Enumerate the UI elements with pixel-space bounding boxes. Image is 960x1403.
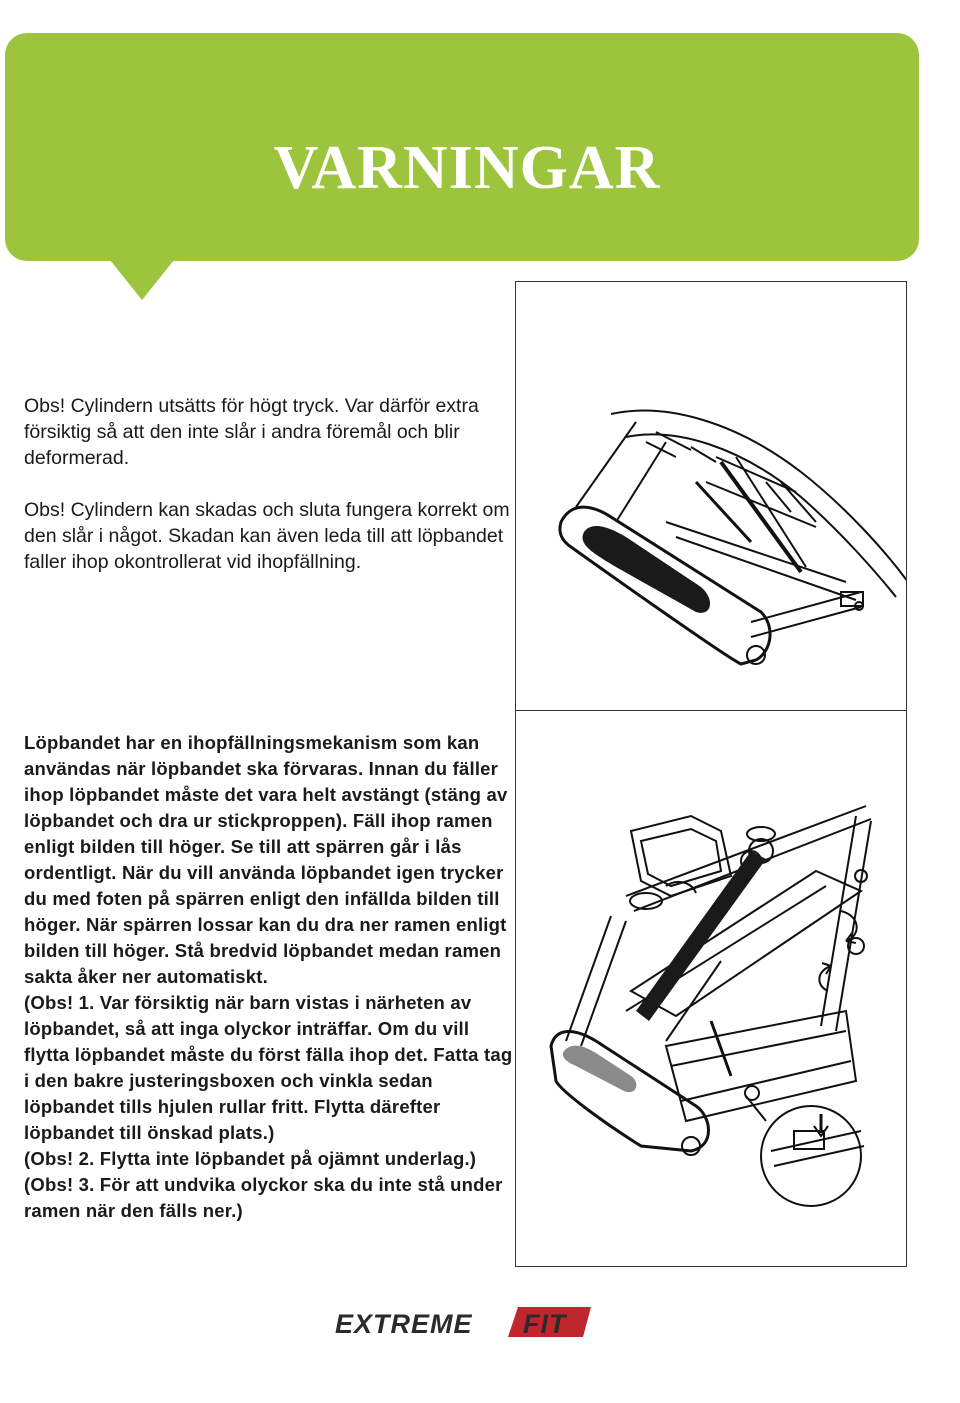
extremefit-logo: [333, 1303, 593, 1343]
cylinder-warnings: [24, 393, 514, 601]
folding-note-2: (Obs! 2. Flytta inte löpbandet på ojämnt underlag.): [24, 1148, 477, 1169]
page-title: VARNINGAR: [273, 134, 661, 202]
logo-text-fit: FIT: [523, 1309, 567, 1339]
folding-main-text: Löpbandet har en ihopfällningsmekanism som kan användas när löpbandet ska förvaras. Innan du fäller ihop löpbandet måste det vara helt avstängt (stäng av löpbandet och dra ur stickproppen). Fäll ihop ramen enligt bilden till höger. Se till att spärren går i lås ordentligt. När du vill använda löpbandet igen trycker du med foten på spärren enligt den infällda bilden till höger. När spärren lossar kan du dra ner ramen enligt bilden till höger. Stå bredvid löpbandet medan ramen sakta åker ner automatiskt.: [24, 732, 508, 987]
logo-text-extreme: EXTREME: [335, 1309, 473, 1339]
folding-note-3: (Obs! 3. För att undvika olyckor ska du inte stå under ramen när den fälls ner.): [24, 1174, 503, 1221]
cylinder-note-1: Obs! Cylindern utsätts för högt tryck. Var därför extra försiktig så att den inte slår i andra föremål och blir deformerad.: [24, 395, 479, 469]
folding-note-1: (Obs! 1. Var försiktig när barn vistas i närheten av löpbandet, så att inga olyckor inträffar. Om du vill flytta löpbandet måste du först fälla ihop det. Fatta tag i den bakre justeringsboxen och vinkla sedan löpbandet tills hjulen rullar fritt. Flytta därefter löpbandet till önskad plats.): [24, 992, 513, 1143]
cylinder-note-2: Obs! Cylindern kan skadas och sluta fungera korrekt om den slår i något. Skadan kan även leda till att löpbandet faller ihop okontrollerat vid ihopfällning.: [24, 499, 510, 573]
header-banner: [5, 33, 919, 261]
folding-instructions: [24, 730, 519, 1224]
treadmill-cylinder-illustration: [516, 282, 906, 710]
banner-pointer: [110, 260, 174, 300]
treadmill-folding-illustration: [516, 711, 906, 1267]
illustration-frame: [515, 281, 907, 1267]
